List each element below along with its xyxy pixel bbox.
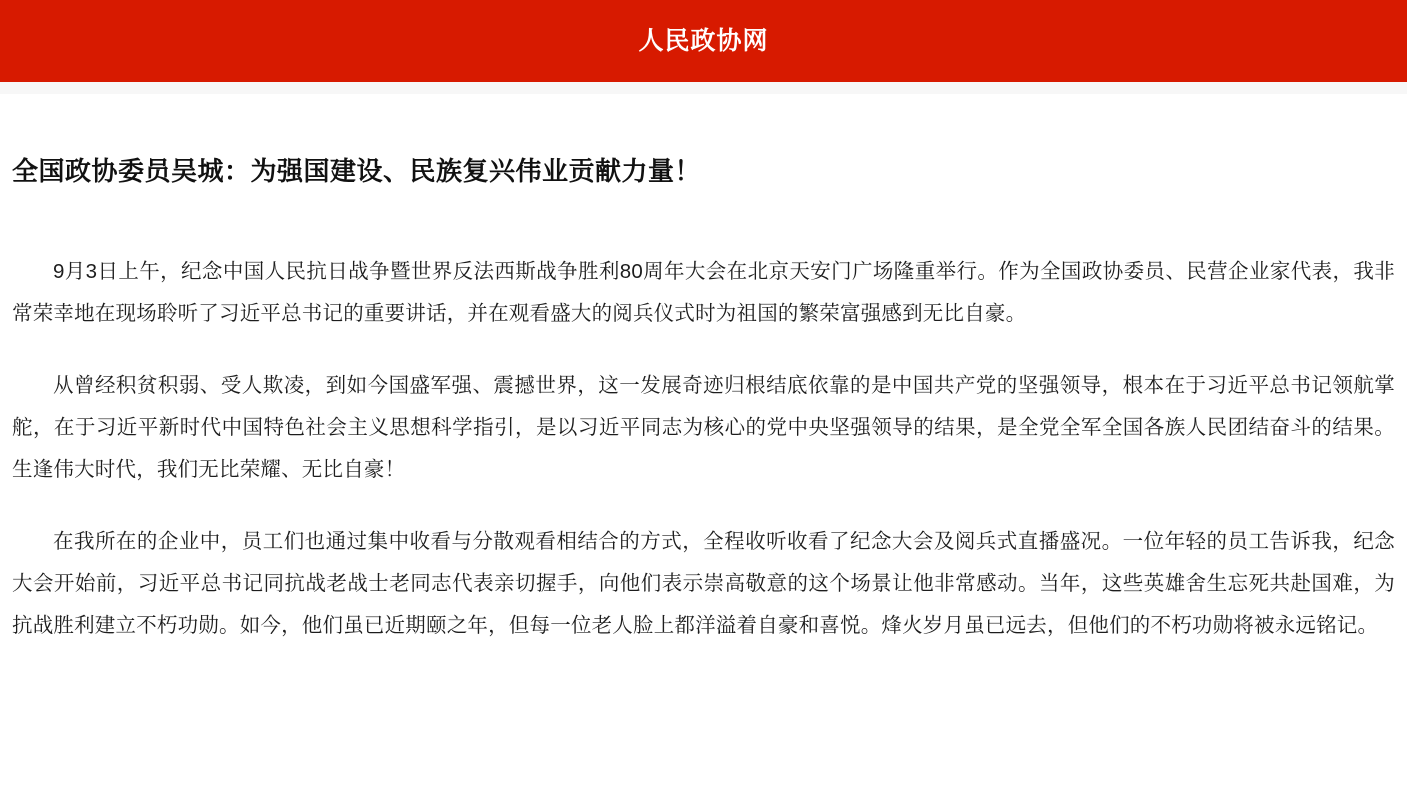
article-container [0, 94, 1407, 647]
page-title: 全国政协委员吴城：为强国建设、民族复兴伟业贡献力量！ [12, 156, 702, 186]
site-header [0, 0, 1407, 82]
article-paragraph: 在我所在的企业中，员工们也通过集中收看与分散观看相结合的方式，全程收听收看了纪念大会及阅兵式直播盛况。一位年轻的员工告诉我，纪念大会开始前，习近平总书记同抗战老战士老同志代表亲切握手，向他们表示崇高敬意的这个场景让他非常感动。当年，这些英雄舍生忘死共赴国难，为抗战胜利建立不朽功勋。如今，他们虽已近期颐之年，但每一位老人脸上都洋溢着自豪和喜悦。烽火岁月虽已远去，但他们的不朽功勋将被永远铭记。 [12, 530, 1395, 638]
site-title: 人民政协网 [638, 26, 769, 55]
article-body [12, 189, 1395, 647]
article-paragraph: 9月3日上午，纪念中国人民抗日战争暨世界反法西斯战争胜利80周年大会在北京天安门广场隆重举行。作为全国政协委员、民营企业家代表，我非常荣幸地在现场聆听了习近平总书记的重要讲话，并在观看盛大的阅兵仪式时为祖国的繁荣富强感到无比自豪。 [12, 260, 1395, 326]
header-divider [0, 82, 1407, 94]
article-paragraph: 从曾经积贫积弱、受人欺凌，到如今国盛军强、震撼世界，这一发展奇迹归根结底依靠的是中国共产党的坚强领导，根本在于习近平总书记领航掌舵，在于习近平新时代中国特色社会主义思想科学指引，是以习近平同志为核心的党中央坚强领导的结果，是全党全军全国各族人民团结奋斗的结果。生逢伟大时代，我们无比荣耀、无比自豪！ [12, 374, 1395, 482]
